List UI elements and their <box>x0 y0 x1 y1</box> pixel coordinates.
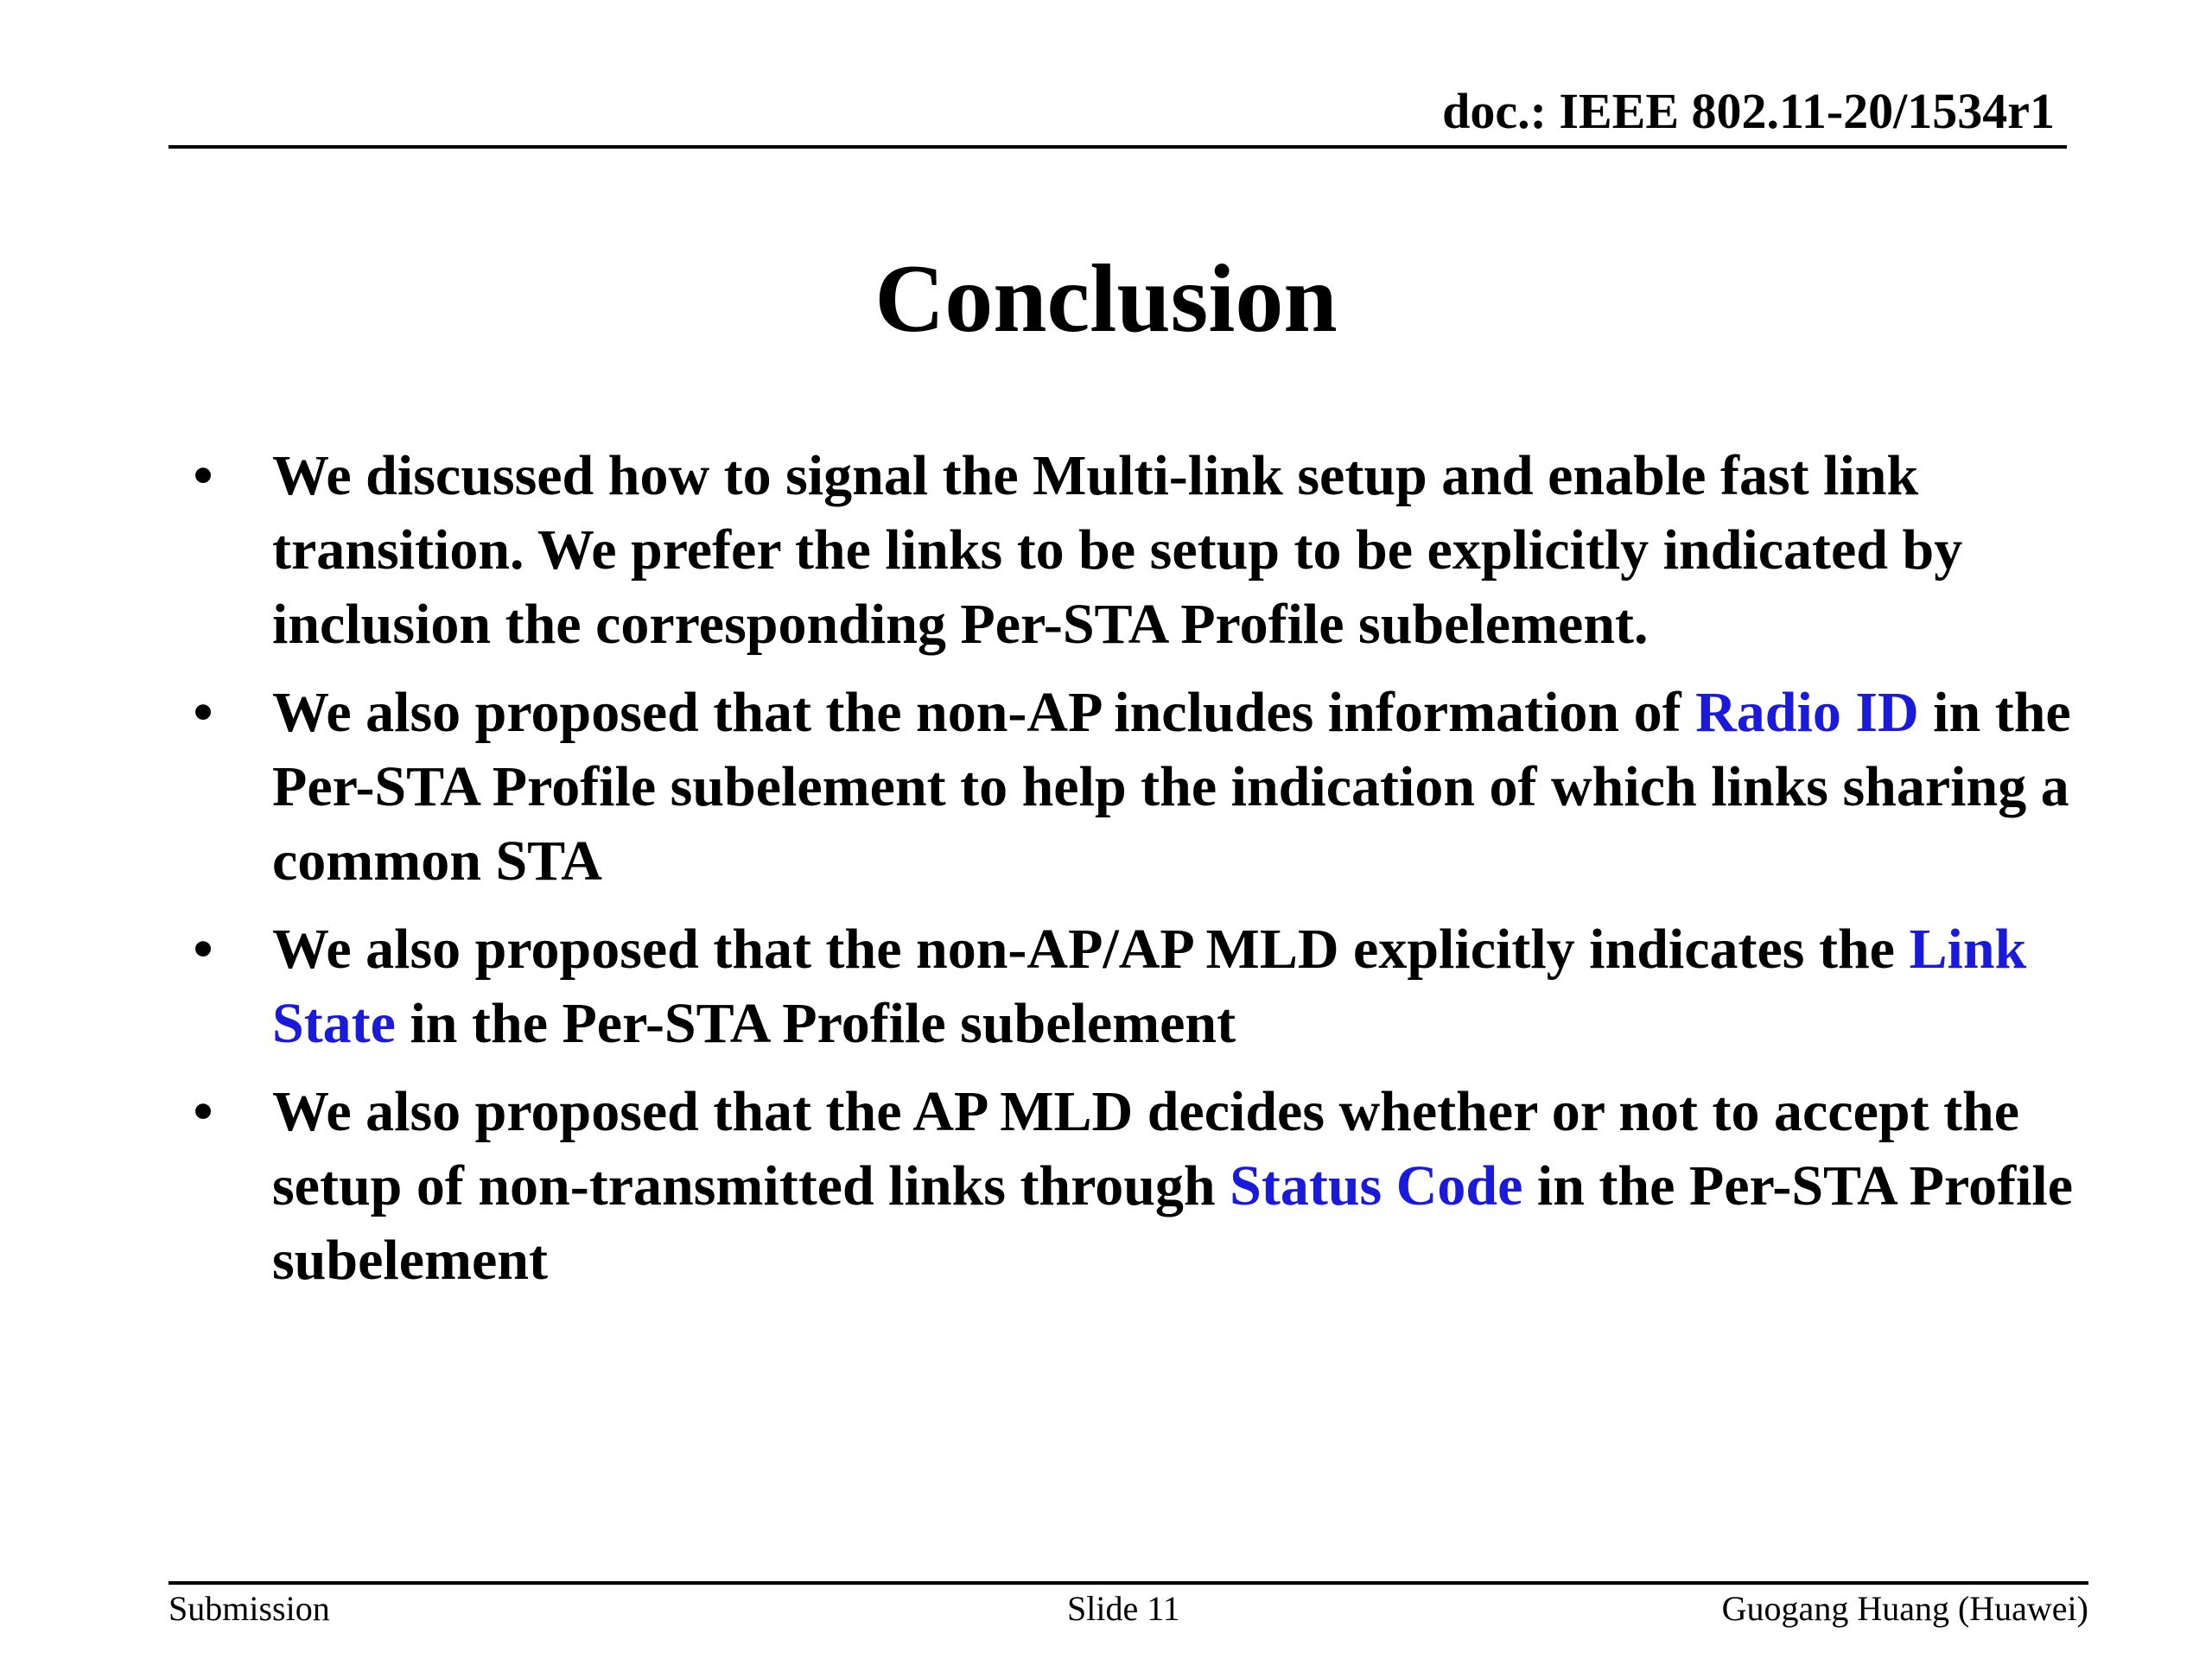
text-segment: We also proposed that the non-AP/AP MLD explicitly indicates the <box>272 918 1910 981</box>
footer-submission: Submission <box>168 1589 330 1628</box>
footer-author: Guogang Huang (Huawei) <box>1721 1589 2088 1628</box>
document-id: doc.: IEEE 802.11-20/1534r1 <box>1442 83 2055 139</box>
bullet-marker: • <box>193 444 213 507</box>
header-divider <box>168 145 2067 149</box>
bullet-text <box>272 681 2071 893</box>
bullet-item <box>186 912 2139 1061</box>
bullet-marker: • <box>193 918 213 981</box>
bullet-item <box>186 676 2139 899</box>
text-segment: We also proposed that the non-AP includes information of <box>272 681 1696 744</box>
text-segment: in the Per-STA Profile subelement <box>395 992 1236 1055</box>
bullet-list <box>186 439 2139 1312</box>
bullet-marker: • <box>193 681 213 744</box>
bullet-item <box>186 1075 2139 1298</box>
highlight-link-state: Link State <box>272 918 2027 1055</box>
text-segment: We discussed how to signal the Multi-link setup and enable fast link transition. We prefer the links to be setup to be explicitly indicated by inclusion the corresponding Per-STA Profile subelement. <box>272 444 1963 656</box>
bullet-text <box>272 918 2026 1055</box>
bullet-text <box>272 1080 2073 1292</box>
footer-slide-number: Slide 11 <box>1067 1589 1180 1628</box>
highlight-radio-id: Radio ID <box>1695 681 1919 744</box>
text-segment: in the Per-STA Profile subelement to help the indication of which links sharing a common STA <box>272 681 2071 893</box>
slide-title: Conclusion <box>874 245 1338 353</box>
footer-divider <box>168 1581 2088 1585</box>
bullet-marker: • <box>193 1080 213 1143</box>
bullet-item <box>186 439 2139 662</box>
bullet-text <box>272 444 1962 656</box>
text-segment: We also proposed that the AP MLD decides whether or not to accept the setup of non-transmitted links through <box>272 1080 2020 1217</box>
text-segment: in the Per-STA Profile subelement <box>272 1154 2074 1292</box>
highlight-status-code: Status Code <box>1230 1154 1523 1217</box>
